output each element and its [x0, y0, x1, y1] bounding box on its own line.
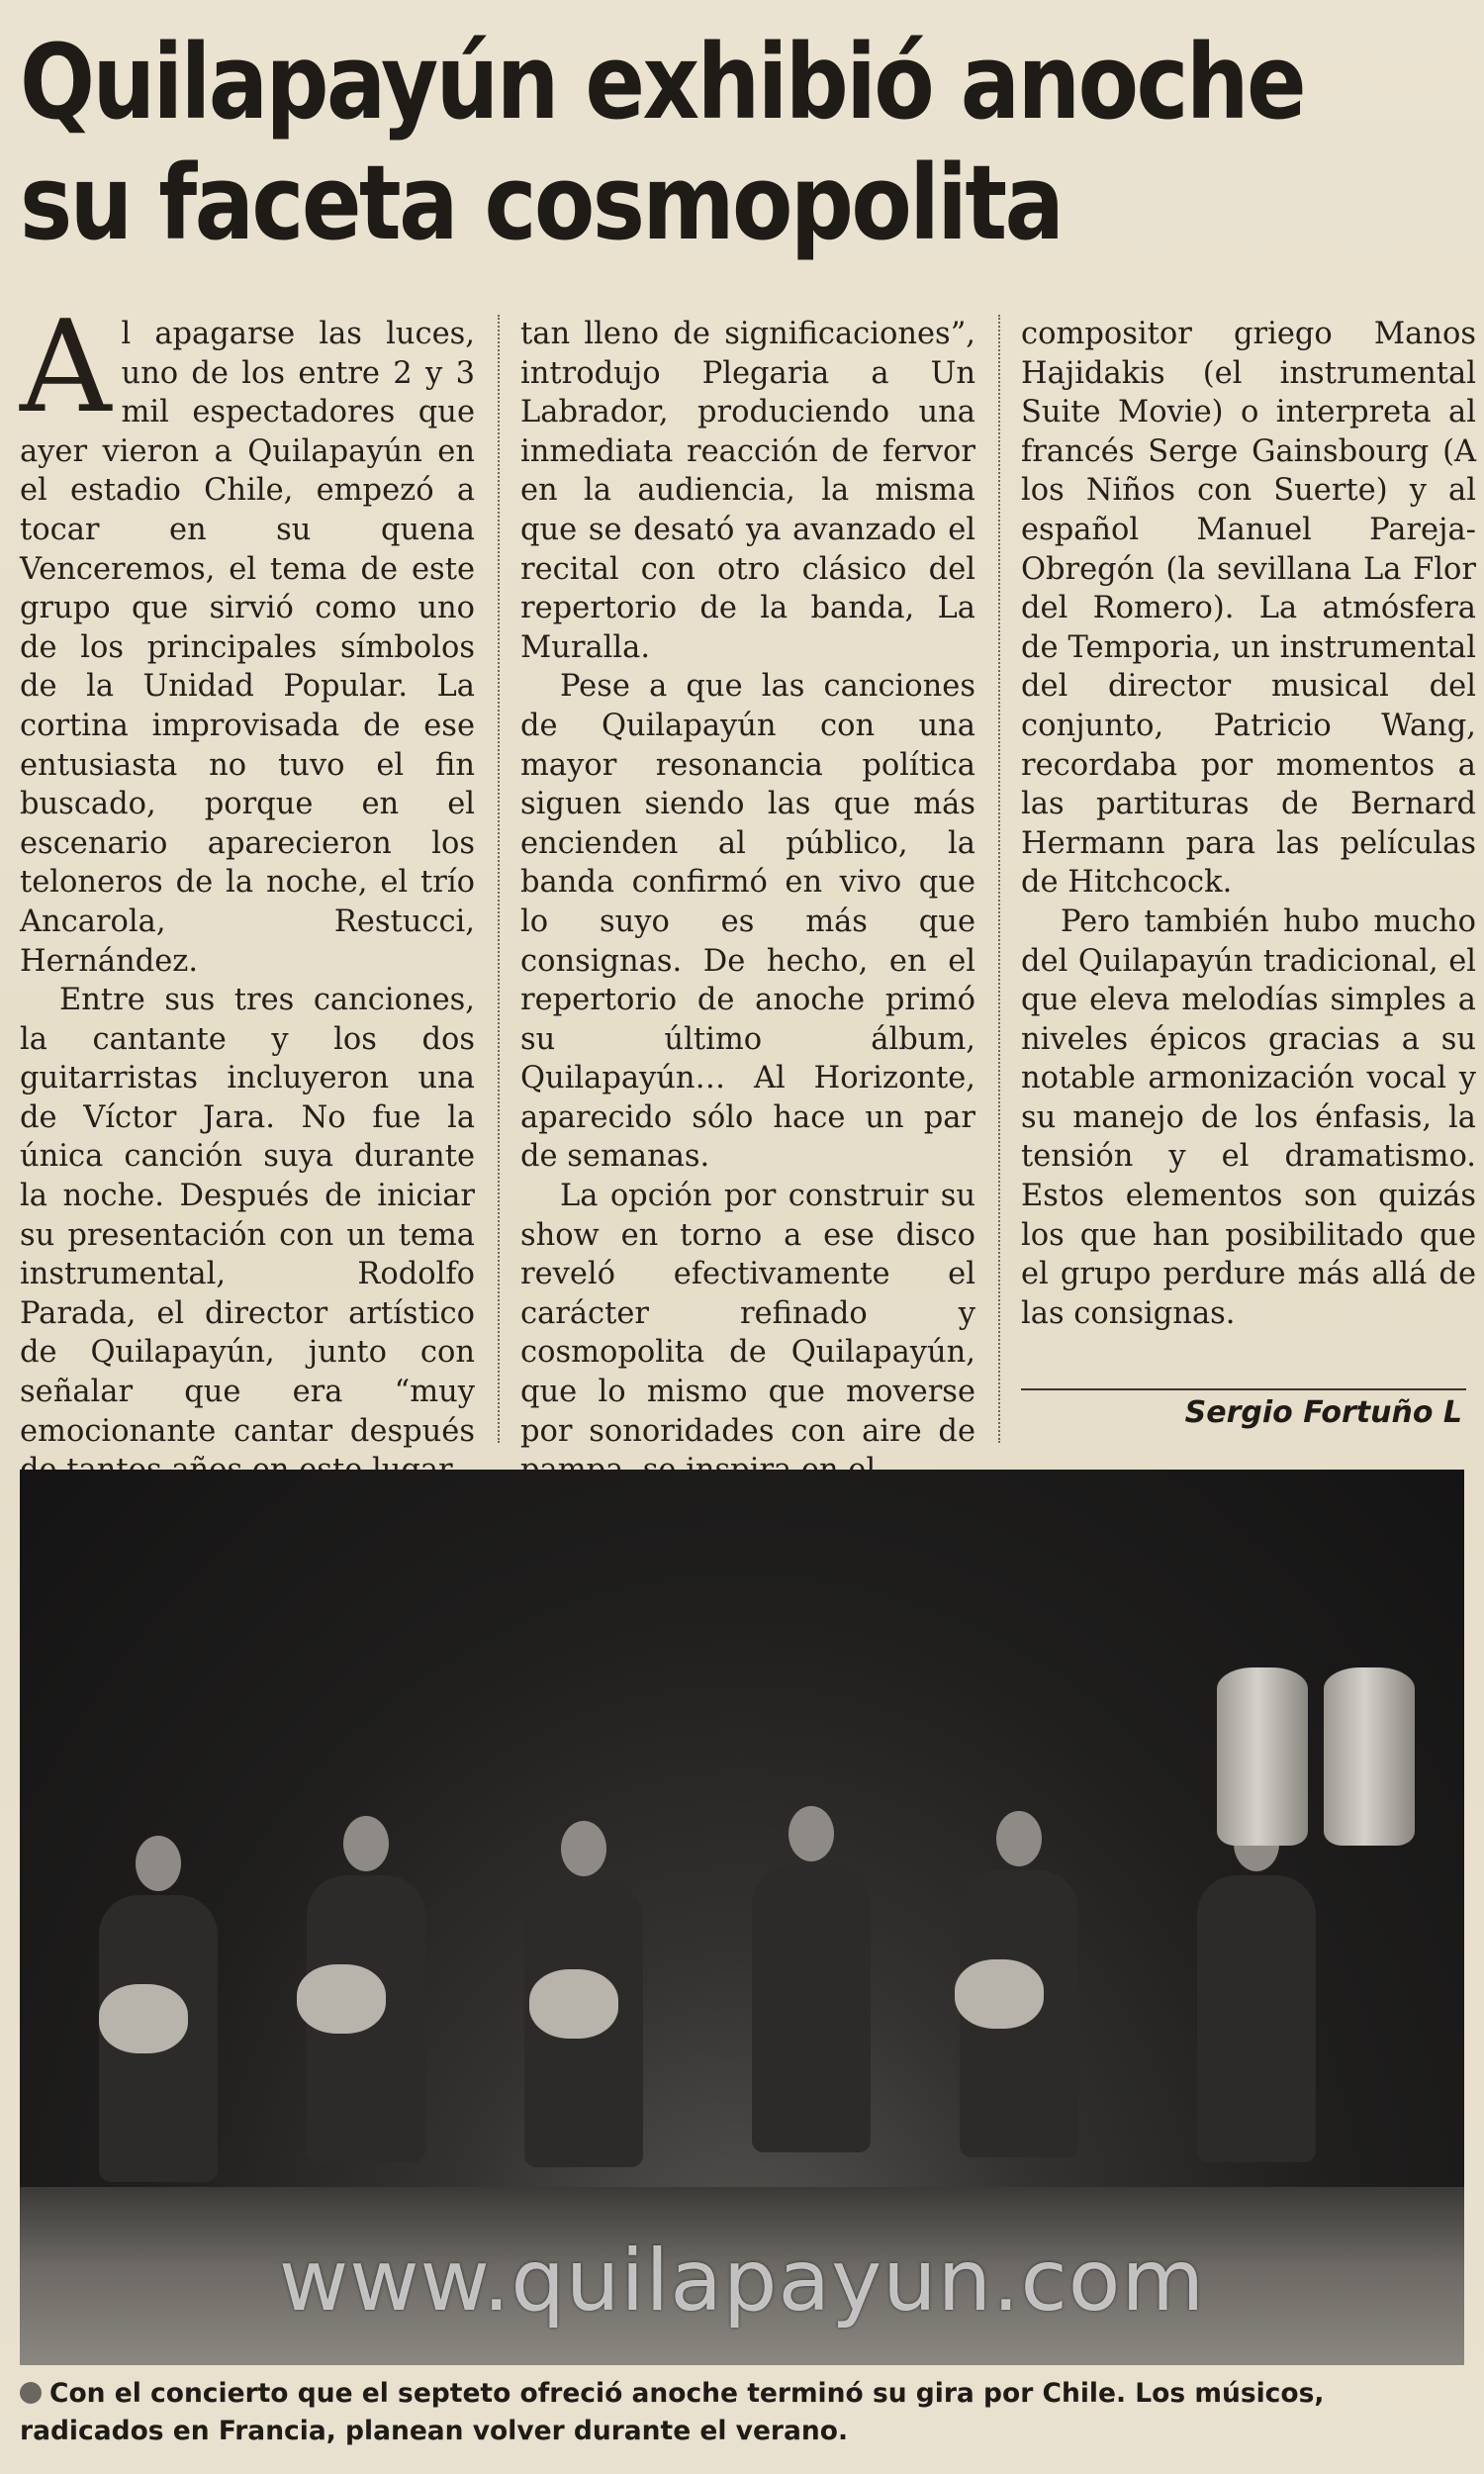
musician-head — [561, 1821, 606, 1876]
conga-drum — [1217, 1667, 1308, 1846]
photo-caption — [20, 2375, 1464, 2450]
guitar — [99, 1984, 188, 2053]
musician-figure — [79, 1836, 237, 2212]
caption-text: Con el concierto que el septeto ofreció anoche terminó su gira por Chile. Los músicos, radicados en Francia, planean volver durante el verano. — [20, 2378, 1325, 2446]
paragraph: compositor griego Manos Hajidakis (el instrumental Suite Movie) o interpreta al francés Serge Gainsbourg (A los Niños con Suerte) y al español Manuel Pareja-Obregón (la sevillana La Flor del Romero). La atmósfera de Temporia, un instrumental del director musical del conjunto, Patricio Wang, recordaba por momentos a las partituras de Bernard Hermann para las películas de Hitchcock. — [1021, 317, 1476, 901]
musician-head — [343, 1816, 389, 1871]
musician-figure — [1177, 1816, 1336, 2192]
paragraph: Pero también hubo mucho del Quilapayún tradicional, el que eleva melodías simples a niveles épicos gracias a su notable armonización vocal y su manejo de los énfasis, la tensión y el dramatismo. Estos elementos son quizás los que han posibilitado que el grupo perdure más allá de las consignas. — [1021, 904, 1476, 1331]
musician-figure — [732, 1806, 890, 2182]
musician-figure — [505, 1821, 663, 2197]
paragraph — [20, 294, 475, 981]
article-body — [20, 294, 1476, 1449]
paragraph: tan lleno de significaciones”, introdujo Plegaria a Un Labrador, produciendo una inmediata reacción de fervor en la audiencia, la misma que se desató ya avanzado el recital con otro clásico del repertorio de la banda, La Muralla. — [520, 317, 975, 665]
watermark: www.quilapayun.com — [278, 2232, 1206, 2331]
column-divider — [998, 315, 1000, 1443]
musician-head — [788, 1806, 834, 1861]
headline — [20, 22, 1305, 263]
musician-head — [996, 1811, 1042, 1866]
bullet-icon — [20, 2382, 42, 2404]
guitar — [529, 1969, 618, 2039]
headline-line-1: Quilapayún exhibió anoche — [20, 22, 1305, 143]
column-1 — [20, 294, 475, 1449]
column-divider — [498, 315, 500, 1443]
column-2 — [520, 315, 975, 1449]
musician-body — [752, 1865, 871, 2152]
drop-cap: A — [20, 294, 112, 441]
musician-figure — [940, 1811, 1098, 2187]
paragraph-text: l apagarse las luces, uno de los entre 2 y 3 mil espectadores que ayer vieron a Quilapayún en el estadio Chile, empezó a tocar en su quena Venceremos, el tema de este grupo que sirvió como uno de los principales símbolos de la Unidad Popular. La cortina improvisada de ese entusiasta no tuvo el fin buscado, porque en el escenario aparecieron los teloneros de la noche, el trío Ancarola, Restucci, Hernández. — [20, 317, 475, 979]
conga-drum — [1324, 1667, 1415, 1846]
column-3 — [1021, 315, 1476, 1438]
musician-head — [136, 1836, 181, 1891]
paragraph: Pese a que las canciones de Quilapayún con una mayor resonancia política siguen siendo las que más encienden al público, la banda confirmó en vivo que lo suyo es más que consignas. De hecho, en el repertorio de anoche primó su último álbum, Quilapayún… Al Horizonte, aparecido sólo hace un par de semanas. — [520, 669, 975, 1175]
paragraph: Entre sus tres canciones, la cantante y los dos guitarristas incluyeron una de Víctor Jara. No fue la única canción suya durante la noche. Después de iniciar su presentación con un tema instrumental, Rodolfo Parada, el director artístico de Quilapayún, junto con señalar que era “muy emocionante cantar después — [20, 983, 475, 1449]
guitar — [297, 1964, 386, 2034]
paragraph: La opción por construir su show en torno a ese disco reveló efectivamente el carácter refinado y cosmopolita de Quilapayún, que lo mismo que moverse por sonoridades con aire de — [520, 1179, 975, 1449]
byline: Sergio Fortuño L — [1184, 1395, 1462, 1430]
guitar — [955, 1959, 1044, 2029]
musician-figure — [287, 1816, 445, 2192]
musician-body — [1197, 1875, 1316, 2162]
byline-rule — [1021, 1388, 1466, 1390]
headline-line-2: su faceta cosmopolita — [20, 143, 1063, 263]
